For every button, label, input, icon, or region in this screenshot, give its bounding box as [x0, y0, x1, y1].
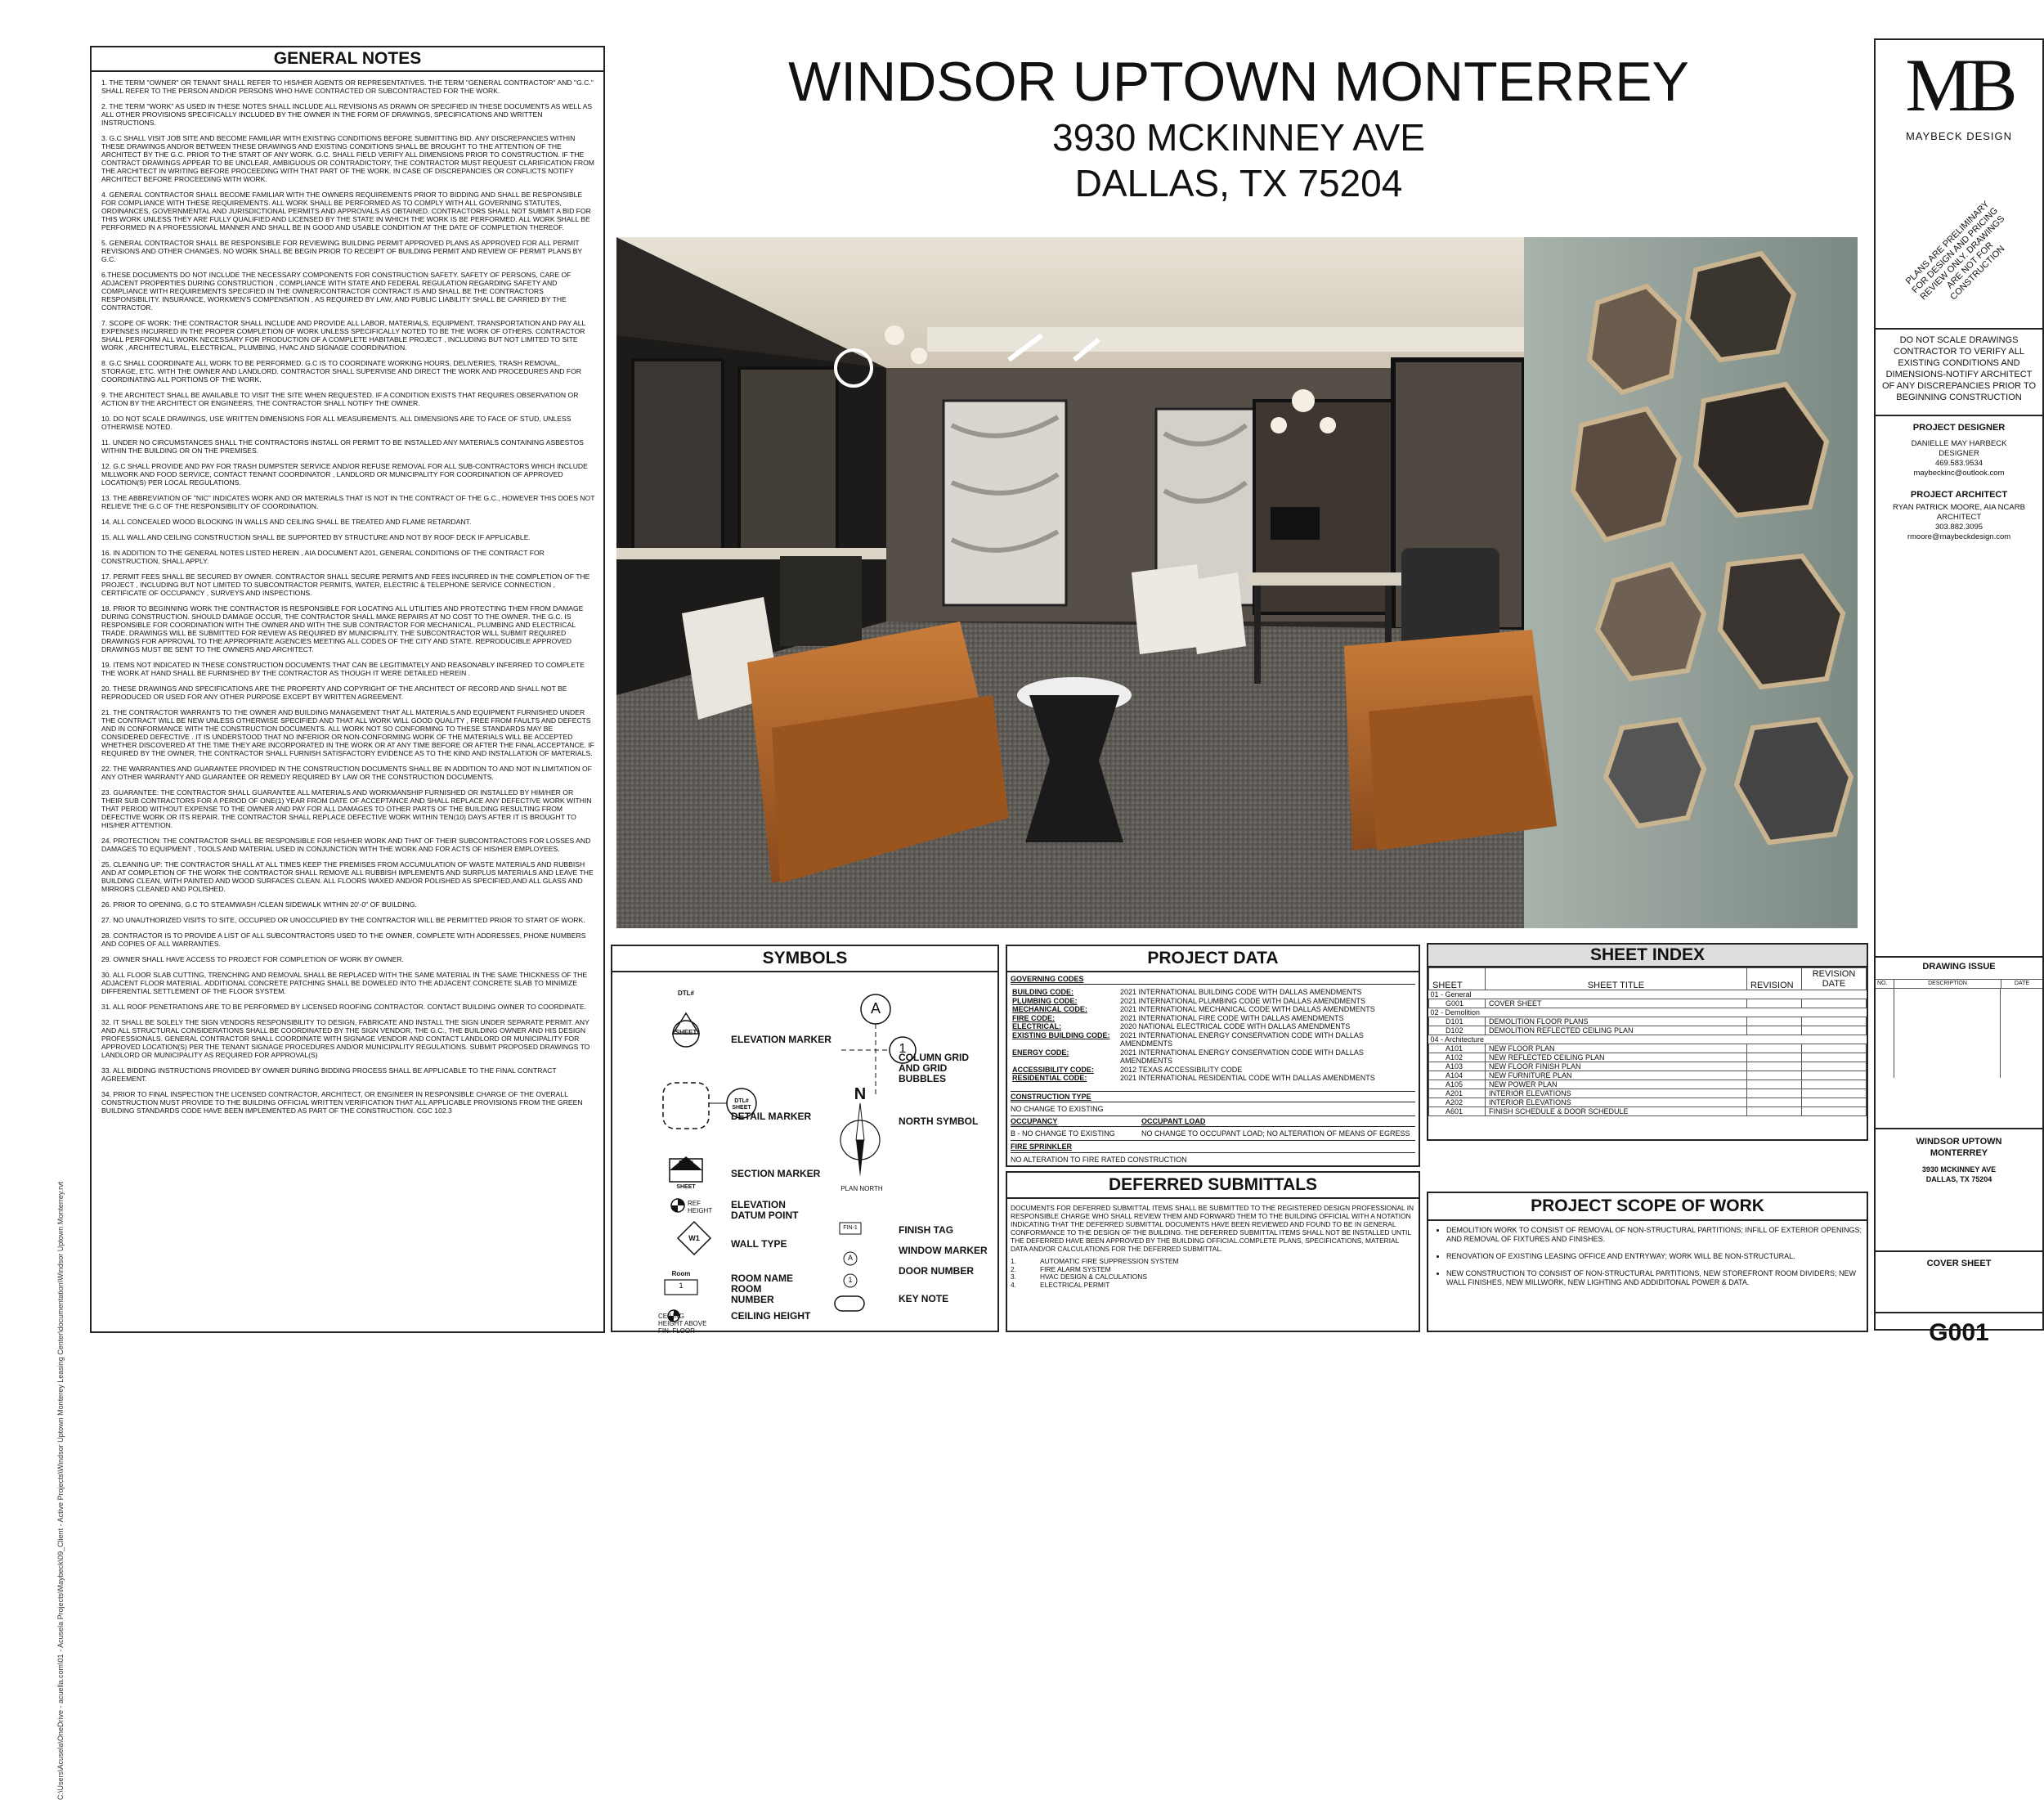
code-value: 2021 INTERNATIONAL MECHANICAL CODE WITH DALLAS AMENDMENTS: [1120, 1005, 1375, 1013]
code-label: EXISTING BUILDING CODE:: [1012, 1030, 1110, 1039]
designer-phone: 469.583.9534: [1934, 459, 1983, 468]
general-note-item: 9. THE ARCHITECT SHALL BE AVAILABLE TO VISIT THE SITE WHEN REQUESTED. IF A CONDITION EXISTS THAT REQUIRES OBSERVATION OR ACTION BY THE ARCHITECT OR ENGINEERS, THE CONTRACTOR SHALL NOTIFY THE OWNER.: [101, 391, 579, 407]
general-note-item: 25. CLEANING UP: THE CONTRACTOR SHALL AT ALL TIMES KEEP THE PREMISES FROM ACCUMULATION OF WASTE MATERIALS AND RUBBISH AND AT COMPLETION OF THE WORK THE CONTRACTOR SHALL REMOVE ALL RUBBISH IMPLEMENTS AND SURPLUS MATERIALS AND LEAVE THE BUILDING CLEAN, WITH PAINTED AND WOOD SURFACES CLEAN. ALL FLOORS WAXED AND/OR POLISHED AS SPECIFIED,AND ALL GLASS AND MIRRORS CLEANED AND POLISHED.: [101, 860, 594, 893]
sheet-index-group-row: [1429, 990, 1867, 999]
symbol-north-n: N: [854, 1085, 867, 1103]
sheet-index-row: [1429, 1089, 1867, 1098]
code-row: [1011, 1066, 1415, 1075]
sheet-index-table: [1428, 967, 1867, 1116]
scope-item: • RENOVATION OF EXISTING LEASING OFFICE AND ENTRYWAY; WORK WILL BE NON-STRUCTURAL.: [1446, 1252, 1867, 1261]
logo-mark: MB: [1905, 43, 2013, 127]
sheet-title-cell: DEMOLITION FLOOR PLANS: [1486, 1017, 1747, 1026]
code-row: [1011, 1074, 1415, 1083]
general-note-item: 4. GENERAL CONTRACTOR SHALL BECOME FAMILIAR WITH THE OWNERS REQUIREMENTS PRIOR TO BIDDING AND SHALL BE RESPONSIBLE FOR COMPLIANCE WITH THESE REQUIREMENTS. ALL WORK SHALL BE PERFORMED AS TO COMPLY WITH ALL GOVERNING STATUTES, ORDINANCES, GOVERNMENTAL AND JURISDICTIONAL PERMITS AND APPROVALS AS OBTAINED. CONTRACTORS SHALL NOT SUBMIT A BID FOR THIS WORK UNLESS THEY ARE FULLY QUALIFIED AND LICENSED BY THE STATE IN WHICH THE WORK IS BE PERFORMED. ALL WORK SHALL BE PERFORMED IN A PROFESSIONAL MANNER AND SHALL BE IN GOOD AND USABLE CONDITION AT THE DATE OF COMPLETION THEREOF.: [101, 191, 591, 231]
architect-role: ARCHITECT: [1936, 513, 1982, 522]
revision-date-cell: [1802, 1044, 1867, 1053]
designer-email: maybeckinc@outlook.com: [1913, 469, 2005, 478]
code-label: ACCESSIBILITY CODE:: [1012, 1065, 1094, 1074]
sheet-index-row: [1429, 1026, 1867, 1035]
window-marker-label: WINDOW MARKER: [899, 1245, 988, 1256]
general-note-item: 2. THE TERM "WORK" AS USED IN THESE NOTES SHALL INCLUDE ALL REVISIONS AS DRAWN OR SPECIFIED IN THESE DOCUMENTS AS WELL AS ALL OTHER PROVISIONS SPECIFICALLY INCLUDED BY THE OWNER IN THE FORM OF DRAWINGS, SPECIFICATIONS AND WRITTEN INSTRUCTIONS.: [101, 102, 593, 127]
general-note-item: 34. PRIOR TO FINAL INSPECTION THE LICENSED CONTRACTOR, ARCHITECT, OR ENGINEER IN RESPONSIBLE CHARGE OF THE OVERALL CONSTRUCTION MUST PROVIDE TO THE BUILDING OFFICIAL WRITTEN VERIFICATION THAT ALL APPLICABLE PROVISIONS FROM THE GREEN BUILDING STANDARDS CODE HAVE BEEN IMPLEMENTED AS PART OF THE CONSTRUCTION. CGC 102.3: [101, 1090, 583, 1115]
occupant-load-heading: OCCUPANT LOAD: [1141, 1116, 1206, 1125]
door-number-label: DOOR NUMBER: [899, 1265, 974, 1277]
symbol-dtl-3: DTL#: [679, 1160, 693, 1166]
deferred-item-number: 1.: [1011, 1257, 1016, 1265]
file-path: C:\Users\Acusela\OneDrive - acuella.com\01 - Acusela Projects\Maybeck\09_Client - Active Projects\Windsor Uptown Monterey Leasing Center\documentation\Windsor Uptown Monterrey.rvt: [56, 1181, 65, 1800]
si-col-sheet: SHEET: [1429, 968, 1486, 990]
fire-sprinkler-heading: FIRE SPRINKLER: [1011, 1142, 1073, 1151]
scope-item: • DEMOLITION WORK TO CONSIST OF REMOVAL OF NON-STRUCTURAL PARTITIONS; INFILL OF EXTERIOR OPENINGS; AND REMOVAL OF FIXTURES AND FINISHES.: [1446, 1226, 1867, 1244]
code-label: PLUMBING CODE:: [1012, 996, 1078, 1005]
sheet-index-row: [1429, 1098, 1867, 1107]
revision-date-cell: [1802, 1107, 1867, 1116]
general-note-item: 28. CONTRACTOR IS TO PROVIDE A LIST OF ALL SUBCONTRACTORS USED TO THE OWNER, COMPLETE WITH ADDRESSES, PHONE NUMBERS AND COPIES OF ALL WARRANTIES.: [101, 931, 586, 948]
sheet-title-cell: NEW FLOOR PLAN: [1486, 1044, 1747, 1053]
revision-cell: [1747, 1089, 1802, 1098]
wall-type-label: WALL TYPE: [731, 1238, 787, 1250]
revision-cell: [1747, 1107, 1802, 1116]
deferred-item-number: 4.: [1011, 1280, 1016, 1289]
sheet-index-row: [1429, 1080, 1867, 1089]
general-note-item: 5. GENERAL CONTRACTOR SHALL BE RESPONSIBLE FOR REVIEWING BUILDING PERMIT APPROVED PLANS AS APPROVED FOR ALL PERMIT REVISIONS AND OTHER CHANGES. NO WORK SHALL BE BEGIN PRIOR TO RECEIPT OF BUILDING PERMIT AND REVIEW OF PERMIT PLANS BY G.C.: [101, 239, 582, 263]
scope-list: [1428, 1226, 1867, 1287]
code-label: ENERGY CODE:: [1012, 1048, 1069, 1057]
revision-cell: [1747, 999, 1802, 1008]
general-note-item: 29. OWNER SHALL HAVE ACCESS TO PROJECT FOR COMPLETION OF WORK BY OWNER.: [101, 955, 404, 963]
revision-cell: [1747, 1080, 1802, 1089]
si-col-revdate: REVISION DATE: [1802, 968, 1867, 990]
maybeck-logo: [1876, 40, 2042, 163]
general-note-item: 20. THESE DRAWINGS AND SPECIFICATIONS ARE THE PROPERTY AND COPYRIGHT OF THE ARCHITECT OF RECORD AND SHALL NOT BE REPRODUCED OR USED FOR ANY OTHER PURPOSE EXCEPT BY WRITTEN AGREEMENT.: [101, 685, 567, 701]
sheet-index-group-row: [1429, 1008, 1867, 1017]
sheet-number-cell: A105: [1429, 1080, 1486, 1089]
sheet-number-cell: A201: [1429, 1089, 1486, 1098]
si-col-title: SHEET TITLE: [1486, 968, 1747, 990]
symbols-graphics: [612, 972, 997, 1332]
revision-date-cell: [1802, 1017, 1867, 1026]
general-note-item: 18. PRIOR TO BEGINNING WORK THE CONTRACTOR IS RESPONSIBLE FOR LOCATING ALL UTILITIES AND PROTECTING THEM FROM DAMAGE DURING CONSTRUCTION. SHOULD DAMAGE OCCUR, THE CONTRACTOR SHALL MAKE REPAIRS AT NO COST TO THE OWNER. THE G.C. IS RESPONSIBLE FOR COORDINATION WITH THE OWNER AND WITH THE SUB CONTRACTOR FOR MECHANICAL, PLUMBING AND ELECTRICAL TRADE. DRAWINGS WILL BE SUBMITTED FOR REVIEW AS REQUIRED BY MUNICIPALITY. THE SUBCONTRACTOR WILL SUBMIT REQUIRED DRAWINGS FOR APPROVAL TO THE APPROPRIATE AGENCIES MEETING ALL CODES OF THE CITY AND STATE. REPRODUCIBLE APPROVED DRAWINGS MUST BE SENT TO THE OWNERS AND ARCHITECT.: [101, 604, 584, 653]
general-note-item: 10. DO NOT SCALE DRAWINGS, USE WRITTEN DIMENSIONS FOR ALL MEASUREMENTS. ALL DIMENSIONS ARE TO FACE OF STUD, UNLESS OTHERWISE NOTED.: [101, 415, 572, 431]
construction-type-value: NO CHANGE TO EXISTING: [1011, 1104, 1104, 1113]
revision-cell: [1747, 1098, 1802, 1107]
rendering-graphic: [616, 237, 1858, 928]
sheet-title-cell: INTERIOR ELEVATIONS: [1486, 1098, 1747, 1107]
revision-cell: [1747, 1017, 1802, 1026]
general-note-item: 7. SCOPE OF WORK: THE CONTRACTOR SHALL INCLUDE AND PROVIDE ALL LABOR, MATERIALS, EQUIPMENT, TRANSPORTATION AND PAY ALL EXPENSES INCURRED IN THE PROPER COMPLETION OF WORK UNLESS SPECIFICALLY NOTED TO BE THE WORK OF OTHERS. CONTRACTOR SHALL PERFORM ALL WORK NECESSARY FOR PRODUCTION OF A COMPLETE HABITABLE PROJECT , INCLUDING BUT NOT LIMITED TO SITE WORK , ARCHITECTURAL, ELECTRICAL, PLUMBING, HVAC AND SIGNAGE COORDINATION.: [101, 319, 585, 352]
symbol-dtl-1: DTL#: [678, 990, 694, 997]
revision-date-cell: [1802, 1080, 1867, 1089]
sheet-index-row: [1429, 1062, 1867, 1071]
symbol-w1: W1: [688, 1234, 700, 1242]
sheet-title: COVER SHEET: [1926, 1259, 1992, 1268]
code-value: 2021 INTERNATIONAL ENERGY CONSERVATION CODE WITH DALLAS AMENDMENTS: [1120, 1030, 1364, 1048]
code-row: [1011, 997, 1415, 1006]
project-name-line1: WINDSOR UPTOWN: [1916, 1137, 2002, 1147]
code-value: 2021 INTERNATIONAL PLUMBING CODE WITH DALLAS AMENDMENTS: [1120, 996, 1366, 1005]
general-notes-panel: [90, 46, 605, 1333]
general-note-item: 23. GUARANTEE: THE CONTRACTOR SHALL GUARANTEE ALL MATERIALS AND WORKMANSHIP FURNISHED OR INSTALLED BY HIM/HER OR THEIR SUB CONTRACTORS FOR A PERIOD OF ONE(1) YEAR FROM DATE OF ACCEPTANCE AND SHALL REPLACE ANY DEFECTIVE WORK WITHIN THAT PERIOD WITHOUT EXPENSE TO THE OWNER AND PAY FOR ALL DAMAGES TO OTHER PARTS OF THE BUILDING RESULTING FROM DEFECTIVE WORK OR ITS REPAIR. THE CONTRACTOR SHALL REPLACE DEFECTIVE WORK WITHIN TEN(10) DAYS AFTER IT IS BROUGHT TO HIS/HER ATTENTION.: [101, 788, 592, 829]
code-row: [1011, 1031, 1415, 1048]
sheet-index-group-row: [1429, 1035, 1867, 1044]
designer-heading: PROJECT DESIGNER: [1912, 423, 2006, 433]
general-note-item: 31. ALL ROOF PENETRATIONS ARE TO BE PERFORMED BY LICENSED ROOFING CONTRACTOR. CONTACT BUILDING OWNER TO COORDINATE.: [101, 1003, 587, 1011]
code-value: 2021 INTERNATIONAL FIRE CODE WITH DALLAS AMENDMENTS: [1120, 1013, 1344, 1022]
preliminary-stamp: PLANS ARE PRELIMINARY FOR DESIGN AND PRICING REVIEW ONLY. DRAWINGS ARE NOT FOR CONSTRUCTION: [1903, 199, 2007, 303]
project-address-line2: DALLAS, TX 75204: [1074, 162, 1403, 204]
room-name-label: ROOM NAME ROOM NUMBER: [731, 1273, 793, 1305]
general-note-item: 1. THE TERM "OWNER" OR TENANT SHALL REFER TO HIS/HER AGENTS OR REPRESENTATIVES. THE TERM "GENERAL CONTRACTOR" AND "G.C." SHALL REFER TO THE PERSON AND/OR PERSONS WHO HAVE CONTRACTED OR SUBCONTRACTED FOR THE WORK.: [101, 79, 594, 95]
section-marker-label: SECTION MARKER: [731, 1168, 821, 1179]
north-symbol-label: NORTH SYMBOL: [899, 1115, 979, 1127]
issue-col-no: NO.: [1876, 980, 1894, 988]
project-addr-line1: 3930 MCKINNEY AVE: [1921, 1165, 1997, 1174]
general-note-item: 24. PROTECTION: THE CONTRACTOR SHALL BE RESPONSIBLE FOR HIS/HER WORK AND THAT OF THEIR SUBCONTRACTORS FOR LOSSES AND DAMAGES TO EQUIPMENT , TOOLS AND MATERIAL USED IN CONJUNCTION WITH THE WORK AND FOR ACTS OF HIS/HER EMPLOYEES.: [101, 837, 591, 853]
sheet-index-row: [1429, 1017, 1867, 1026]
deferred-body: DOCUMENTS FOR DEFERRED SUBMITTAL ITEMS SHALL BE SUBMITTED TO THE REGISTERED DESIGN PROFESSIONAL IN RESPONSIBLE CHARGE WHO SHALL REVIEW THEM AND FORWARD THEM TO THE BUILDING OFFICIAL WITH A NOTATION INDICATING THAT THE DEFERRED SUBMITTAL DOCUMENTS HAVE BEEN REVIEWED AND FOUND TO BE IN GENERAL CONFORMANCE TO THE DESIGN OF THE BUILDING. THE DEFERRED SUBMITTAL ITEMS SHALL NOT BE INSTALLED UNTIL THE DEFERRED HAVE BEEN APPROVED BY THE BUILDING OFFICIAL.COMPLETE PLANS, SPECIFICATIONS, MATERIAL DATA AND/OR CALCULATIONS FOR THE DEFERRED SUBMITTAL.: [1011, 1204, 1414, 1253]
symbols-title: SYMBOLS: [612, 946, 997, 972]
project-data-panel: [1006, 945, 1420, 1167]
sheet-number-cell: A601: [1429, 1107, 1486, 1116]
project-address-line1: 3930 MCKINNEY AVE: [1052, 116, 1425, 159]
deferred-submittals-panel: [1006, 1171, 1420, 1332]
sheet-number-cell: D102: [1429, 1026, 1486, 1035]
general-note-item: 21. THE CONTRACTOR WARRANTS TO THE OWNER AND BUILDING MANAGEMENT THAT ALL MATERIALS AND EQUIPMENT FURNISHED UNDER THE CONTRACT WILL BE NEW UNLESS OTHERWISE SPECIFIED AND THAT ALL WORK WILL GOOD QUALITY , FREE FROM FAULTS AND DEFECTS AND IN CONFORMANCE WITH THE CONSTRUCTION DOCUMENTS. ALL WORK NOT SO CONFORMING TO THESE STANDARDS MAY BE CONSIDERED DEFECTIVE . IT IS UNDERSTOOD THAT NO INFERIOR OR NON-CONFORMING WORK OF THE MATERIALS WILL BE ACCEPTED WHETHER DISCOVERED AT THE TIME THEY ARE INCORPORATED IN THE WORK OR AT ANY TIME BEFORE OR AFTER THE FINAL ACCEPTANCE. IF REQUIRED BY THE OWNER, THE CONTRACTOR SHALL FURNISH SATISFACTORY EVIDENCE AS TO THE KIND AND INSTALLATION OF MATERIALS.: [101, 708, 594, 757]
general-note-item: 22. THE WARRANTIES AND GUARANTEE PROVIDED IN THE CONSTRUCTION DOCUMENTS SHALL BE IN ADDITION TO AND NOT IN LIMITATION OF ANY OTHER WARRANTY AND GUARANTEE OR REMEDY REQUIRED BY LAW OR THE CONSTRUCTION DOCUMENTS.: [101, 765, 592, 781]
disclaimer: DO NOT SCALE DRAWINGS CONTRACTOR TO VERIFY ALL EXISTING CONDITIONS AND DIMENSIONS-NOTIFY ARCHITECT OF ANY DISCREPANCIES PRIOR TO BEGINNING CONSTRUCTION: [1881, 335, 2037, 402]
governing-codes-table: [1011, 988, 1415, 1083]
general-note-item: 19. ITEMS NOT INDICATED IN THESE CONSTRUCTION DOCUMENTS THAT CAN BE LEGITIMATELY AND REASONABLY INFERRED TO COMPLETE THE WORK AT HAND SHALL BE FURNISHED BY THE CONTRACTOR AS THOUGH IT WERE DETAILED HEREIN .: [101, 661, 585, 677]
general-note-item: 32. IT SHALL BE SOLELY THE SIGN VENDORS RESPONSIBILITY TO DESIGN, FABRICATE AND INSTALL THE SIGN UNDER SEPARATE PERMIT. ANY AND ALL STRUCTURAL CONSIDERATIONS SHALL BE COORDINATED BY THE SIGN VENDOR, THE G.C., THE BUILDING OWNER AND HIS DESIGN PROFESSIONALS. GENERAL CONTRACTOR SHALL COORDINATE WITH SIGNAGE VENDOR AND CONTACT LANDLORD OR MUNICIPALITY FOR APPROVED LOCATION(S) PER THE TENANT SIGNAGE PROCEDURES AND/OR MUNICIPALITY REGULATIONS. SUBMIT PROPOSED DRAWINGS TO LANDLORD OR MUNICIPALITY AS REQUIRED FOR APPROVAL(S): [101, 1018, 590, 1059]
revision-date-cell: [1802, 1098, 1867, 1107]
sheet-title-cell: COVER SHEET: [1486, 999, 1747, 1008]
general-note-item: 13. THE ABBREVIATION OF "NIC" INDICATES WORK AND OR MATERIALS THAT IS NOT IN THE CONTRACT OF THE G.C., HOWEVER THIS DOES NOT RELIEVE THE G.C OF THE RESPONSIBILITY OF COORDINATION.: [101, 494, 595, 510]
code-label: FIRE CODE:: [1012, 1013, 1056, 1022]
sheet-title-cell: NEW REFLECTED CEILING PLAN: [1486, 1053, 1747, 1062]
symbol-grid-a: A: [870, 1000, 881, 1017]
revision-date-cell: [1802, 1071, 1867, 1080]
revision-date-cell: [1802, 999, 1867, 1008]
code-label: RESIDENTIAL CODE:: [1012, 1074, 1087, 1082]
project-name-block: [1876, 1136, 2042, 1184]
sheet-number-cell: A102: [1429, 1053, 1486, 1062]
project-designer-block: [1879, 423, 2039, 542]
general-note-item: 30. ALL FLOOR SLAB CUTTING, TRENCHING AND REMOVAL SHALL BE REPLACED WITH THE SAME MATERIAL IN THE SAME THICKNESS OF THE ADJACENT FLOOR MATERIAL. ADDITIONAL CONCRETE PATCHING SHALL BE DOWELED INTO THE ADJACENT CONCRETE SLAB TO MINIMIZE DIFFERENTIAL SETTLEMENT OF THE FLOOR SYSTEM.: [101, 971, 588, 995]
sheet-index-row: [1429, 1071, 1867, 1080]
symbol-ceiling-sub: CEILING HEIGHT ABOVE FIN. FLOOR: [658, 1313, 707, 1335]
si-col-revision: REVISION: [1747, 968, 1802, 990]
project-data-title: PROJECT DATA: [1007, 946, 1419, 972]
sheet-index-row: [1429, 1044, 1867, 1053]
revision-date-cell: [1802, 1062, 1867, 1071]
elevation-marker-label: ELEVATION MARKER: [731, 1034, 831, 1045]
code-value: 2021 INTERNATIONAL ENERGY CONSERVATION CODE WITH DALLAS AMENDMENTS: [1120, 1048, 1364, 1065]
column-grid-label: COLUMN GRID AND GRID BUBBLES: [899, 1052, 969, 1084]
sheet-number: G001: [1929, 1319, 1989, 1346]
deferred-list: [1007, 1256, 1419, 1291]
deferred-item: [1011, 1282, 1415, 1290]
general-note-item: 3. G.C SHALL VISIT JOB SITE AND BECOME FAMILIAR WITH EXISTING CONDITIONS BEFORE SUBMITTING BID. ANY DISCREPANCIES WITHIN THESE DRAWINGS AND/OR BETWEEN THESE DRAWINGS AND EXISTING CONDITIONS SHALL BE BROUGHT TO THE ATTENTION OF THE ARCHITECT BY THE G.C. PRIOR TO THE START OF ANY WORK. G.C. SHALL FIELD VERIFY ALL DIMENSIONS PRIOR TO CONSTRUCTION. IF THE CONTRACT DRAWINGS APPEAR TO BE UNCLEAR, AMBIGUOUS OR CONTRADICTORY, THE CONTRACTOR MUST REQUEST CLARIFICATION FROM THE ARCHITECT IN WRITING BEFORE PROCEEDING WITH THAT PART OF THE WORK. IN CASE OF DISCREPANCIES OR CONFLICTS NOTIFY ARCHITECT BEFORE PROCEEDING WITH WORK.: [101, 134, 594, 183]
general-notes-list: [92, 72, 603, 1115]
sheet-number-cell: A101: [1429, 1044, 1486, 1053]
occupant-load-value: NO CHANGE TO OCCUPANT LOAD; NO ALTERATION OF MEANS OF EGRESS: [1141, 1129, 1410, 1138]
revision-cell: [1747, 1062, 1802, 1071]
revision-cell: [1747, 1053, 1802, 1062]
deferred-item-text: ELECTRICAL PERMIT: [1040, 1280, 1110, 1289]
code-label: MECHANICAL CODE:: [1012, 1005, 1087, 1013]
symbol-plan-north: PLAN NORTH: [840, 1185, 883, 1192]
scope-item: • NEW CONSTRUCTION TO CONSIST OF NON-STRUCTURAL PARTITIONS, NEW STOREFRONT ROOM DIVIDERS; NEW WALL FINISHES, NEW MILLWORK, NEW LIGHTING AND ADDIDITONAL POWER & DATA.: [1446, 1269, 1867, 1287]
sheet-number-cell: 01 - General: [1430, 990, 1472, 999]
issue-col-date: DATE: [2014, 981, 2030, 986]
title-block: [1874, 38, 2044, 1346]
interior-rendering: [616, 237, 1858, 928]
sheet-index-row: [1429, 1107, 1867, 1116]
revision-cell: [1747, 1071, 1802, 1080]
sheet-number-cell: A104: [1429, 1071, 1486, 1080]
issue-col-description: DESCRIPTION: [1894, 980, 2001, 988]
revision-date-cell: [1802, 1089, 1867, 1098]
general-note-item: 12. G.C SHALL PROVIDE AND PAY FOR TRASH DUMPSTER SERVICE AND/OR REFUSE REMOVAL FOR ALL SUB-CONTRACTORS WHICH INCLUDE MILLWORK AND FOOD SERVICE, CONTACT TENANT COORDINATOR , LANDLORD OR MUNICIPALITY FOR COORDINATION OF APPROVED LOCATION(S) PER LOCAL REGULATIONS.: [101, 462, 588, 487]
fire-sprinkler-value: NO ALTERATION TO FIRE RATED CONSTRUCTION: [1011, 1155, 1187, 1164]
code-value: 2012 TEXAS ACCESSIBILITY CODE: [1120, 1065, 1243, 1074]
governing-codes-heading: GOVERNING CODES: [1011, 974, 1415, 985]
deferred-item-text: HVAC DESIGN & CALCULATIONS: [1040, 1273, 1147, 1281]
sheet-title-cell: NEW FLOOR FINISH PLAN: [1486, 1062, 1747, 1071]
code-value: 2021 INTERNATIONAL RESIDENTIAL CODE WITH DALLAS AMENDMENTS: [1120, 1074, 1375, 1082]
revision-date-cell: [1802, 1053, 1867, 1062]
sheet-title-cell: DEMOLITION REFLECTED CEILING PLAN: [1486, 1026, 1747, 1035]
firm-name: MAYBECK DESIGN: [1905, 130, 2013, 142]
general-note-item: 11. UNDER NO CIRCUMSTANCES SHALL THE CONTRACTORS INSTALL OR PERMIT TO BE INSTALLED ANY MATERIALS CONTAINING ASBESTOS WITHIN THE BUILDING OR ON THE PREMISES.: [101, 438, 584, 455]
designer-name: DANIELLE MAY HARBECK: [1911, 439, 2007, 448]
general-note-item: 17. PERMIT FEES SHALL BE SECURED BY OWNER. CONTRACTOR SHALL SECURE PERMITS AND FEES INCURRED IN THE COMPLETION OF THE PROJECT , INCLUDING BUT NOT LIMITED TO SUBCONTRACTOR PERMITS, WATER, ELECTRIC & TELEPHONE SERVICE CONNECTION , CERTIFICATE OF OCCUPANCY , SURVEYS AND INSPECTIONS.: [101, 572, 590, 597]
code-value: 2021 INTERNATIONAL BUILDING CODE WITH DALLAS AMENDMENTS: [1120, 988, 1362, 996]
deferred-item-number: 3.: [1011, 1273, 1016, 1281]
general-note-item: 33. ALL BIDDING INSTRUCTIONS PROVIDED BY OWNER DURING BIDDING PROCESS SHALL BE APPLICABLE TO THE FINAL CONTRACT AGREEMENT.: [101, 1066, 557, 1083]
general-note-item: 6.THESE DOCUMENTS DO NOT INCLUDE THE NECESSARY COMPONENTS FOR CONSTRUCTION SAFETY. SAFETY OF PERSONS, CARE OF ADJACENT PROPERTIES DURING CONSTRUCTION , COMPLIANCE WITH STATE AND FEDERAL REGULATION REGARDING SAFETY AND COMPLIANCE WITH REQUIREMENTS SPECIFIED IN THE OWNER/CONTRACTOR CONTRACT IS AND SHALL BE THE CONTRACTORS RESPONSIBILITY. INSURANCE, WORKMEN'S COMPENSATION , AS REQUIRED BY LAW, AND PUBLIC LIABILITY SHALL BE CARRIED BY THE CONTRACTOR.: [101, 271, 572, 312]
ceiling-height-label: CEILING HEIGHT: [731, 1310, 811, 1322]
sheet-index-panel: [1427, 943, 1868, 1141]
symbol-window-a: A: [847, 1254, 853, 1262]
drawing-issue-heading: DRAWING ISSUE: [1922, 962, 1996, 972]
symbol-grid-1: 1: [899, 1042, 907, 1056]
detail-marker-label: DETAIL MARKER: [731, 1111, 812, 1122]
revision-date-cell: [1802, 1026, 1867, 1035]
symbols-panel: [611, 945, 999, 1335]
general-notes-title: GENERAL NOTES: [92, 47, 603, 72]
sheet-number-cell: G001: [1429, 999, 1486, 1008]
sheet-index-row: [1429, 1053, 1867, 1062]
architect-phone: 303.882.3095: [1934, 523, 1983, 532]
revision-cell: [1747, 1044, 1802, 1053]
sheet-number-cell: A103: [1429, 1062, 1486, 1071]
code-row: [1011, 1005, 1415, 1014]
elevation-datum-label: ELEVATION DATUM POINT: [731, 1199, 799, 1221]
deferred-item-text: AUTOMATIC FIRE SUPPRESSION SYSTEM: [1040, 1257, 1179, 1265]
code-value: 2020 NATIONAL ELECTRICAL CODE WITH DALLAS AMENDMENTS: [1120, 1022, 1351, 1030]
general-note-item: 8. G.C SHALL COORDINATE ALL WORK TO BE PERFORMED. G.C IS TO COORDINATE WORKING HOURS, DELIVERIES, TRASH REMOVAL, STORAGE, ETC. WITH THE OWNER AND LANDLORD. CONTRACTOR SHALL SUPERVISE AND DIRECT THE WORK AND PROCEDURES AND FOR COORDINATING ALL PORTIONS OF THE WORK.: [101, 359, 582, 384]
designer-role: DESIGNER: [1939, 449, 1979, 458]
symbol-sheet-1: SHEET: [675, 1029, 697, 1036]
scope-title: PROJECT SCOPE OF WORK: [1428, 1193, 1867, 1221]
deferred-item-text: FIRE ALARM SYSTEM: [1040, 1264, 1111, 1273]
symbol-sheet-3: SHEET: [676, 1184, 696, 1190]
sheet-number-cell: 04 - Architecture: [1430, 1035, 1485, 1044]
code-label: BUILDING CODE:: [1012, 988, 1074, 996]
project-title: WINDSOR UPTOWN MONTERREY: [788, 51, 1689, 113]
sheet-number-cell: A202: [1429, 1098, 1486, 1107]
code-row: [1011, 988, 1415, 997]
symbol-door-1: 1: [848, 1276, 853, 1284]
code-row: [1011, 1014, 1415, 1023]
sheet-index-title: SHEET INDEX: [1428, 945, 1867, 967]
symbol-dtl-2: DTL# SHEET: [732, 1098, 751, 1111]
revision-cell: [1747, 1026, 1802, 1035]
drawing-issue-table: [1876, 979, 2042, 1078]
sheet-title-cell: NEW POWER PLAN: [1486, 1080, 1747, 1089]
general-note-item: 16. IN ADDITION TO THE GENERAL NOTES LISTED HEREIN , AIA DOCUMENT A201, GENERAL CONDITIONS OF THE CONTRACT FOR CONSTRUCTION, SHALL APPLY.: [101, 549, 545, 565]
symbol-ref-height: REF HEIGHT: [688, 1200, 713, 1214]
key-note-label: KEY NOTE: [899, 1293, 949, 1304]
deferred-title: DEFERRED SUBMITTALS: [1007, 1173, 1419, 1199]
general-note-item: 15. ALL WALL AND CEILING CONSTRUCTION SHALL BE SUPPORTED BY STRUCTURE AND NOT BY ROOF DECK IF APPLICABLE.: [101, 533, 531, 541]
occupancy-heading: OCCUPANCY: [1011, 1116, 1058, 1125]
deferred-item-number: 2.: [1011, 1264, 1016, 1273]
sheet-title-cell: INTERIOR ELEVATIONS: [1486, 1089, 1747, 1098]
general-note-item: 27. NO UNAUTHORIZED VISITS TO SITE, OCCUPIED OR UNOCCUPIED BY THE CONTRACTOR WILL BE PERMITTED PRIOR TO START OF WORK.: [101, 916, 585, 924]
symbol-room-num: 1: [679, 1282, 684, 1290]
architect-email: rmoore@maybeckdesign.com: [1907, 532, 2011, 541]
sheet-number-cell: D101: [1429, 1017, 1486, 1026]
project-scope-panel: [1427, 1192, 1868, 1332]
architect-heading: PROJECT ARCHITECT: [1910, 490, 2008, 500]
sheet-title-cell: NEW FURNITURE PLAN: [1486, 1071, 1747, 1080]
symbol-fin1: FIN-1: [843, 1225, 858, 1231]
sheet-number-cell: 02 - Demolition: [1430, 1008, 1481, 1017]
finish-tag-label: FINISH TAG: [899, 1224, 954, 1236]
symbol-room-label: Room: [671, 1270, 691, 1277]
code-row: [1011, 1022, 1415, 1031]
construction-type-heading: CONSTRUCTION TYPE: [1011, 1092, 1091, 1101]
architect-name: RYAN PATRICK MOORE, AIA NCARB: [1893, 503, 2025, 512]
project-addr-line2: DALLAS, TX 75204: [1925, 1175, 1992, 1183]
general-note-item: 14. ALL CONCEALED WOOD BLOCKING IN WALLS AND CEILING SHALL BE TREATED AND FLAME RETARDANT.: [101, 518, 472, 526]
sheet-index-row: [1429, 999, 1867, 1008]
occupancy-value: B - NO CHANGE TO EXISTING: [1011, 1129, 1115, 1138]
project-name-line2: MONTERREY: [1930, 1148, 1988, 1158]
general-note-item: 26. PRIOR TO OPENING, G.C TO STEAMWASH /CLEAN SIDEWALK WITHIN 20'-0" OF BUILDING.: [101, 900, 417, 909]
code-row: [1011, 1048, 1415, 1066]
code-label: ELECTRICAL:: [1012, 1022, 1061, 1030]
sheet-title-cell: FINISH SCHEDULE & DOOR SCHEDULE: [1486, 1107, 1747, 1116]
